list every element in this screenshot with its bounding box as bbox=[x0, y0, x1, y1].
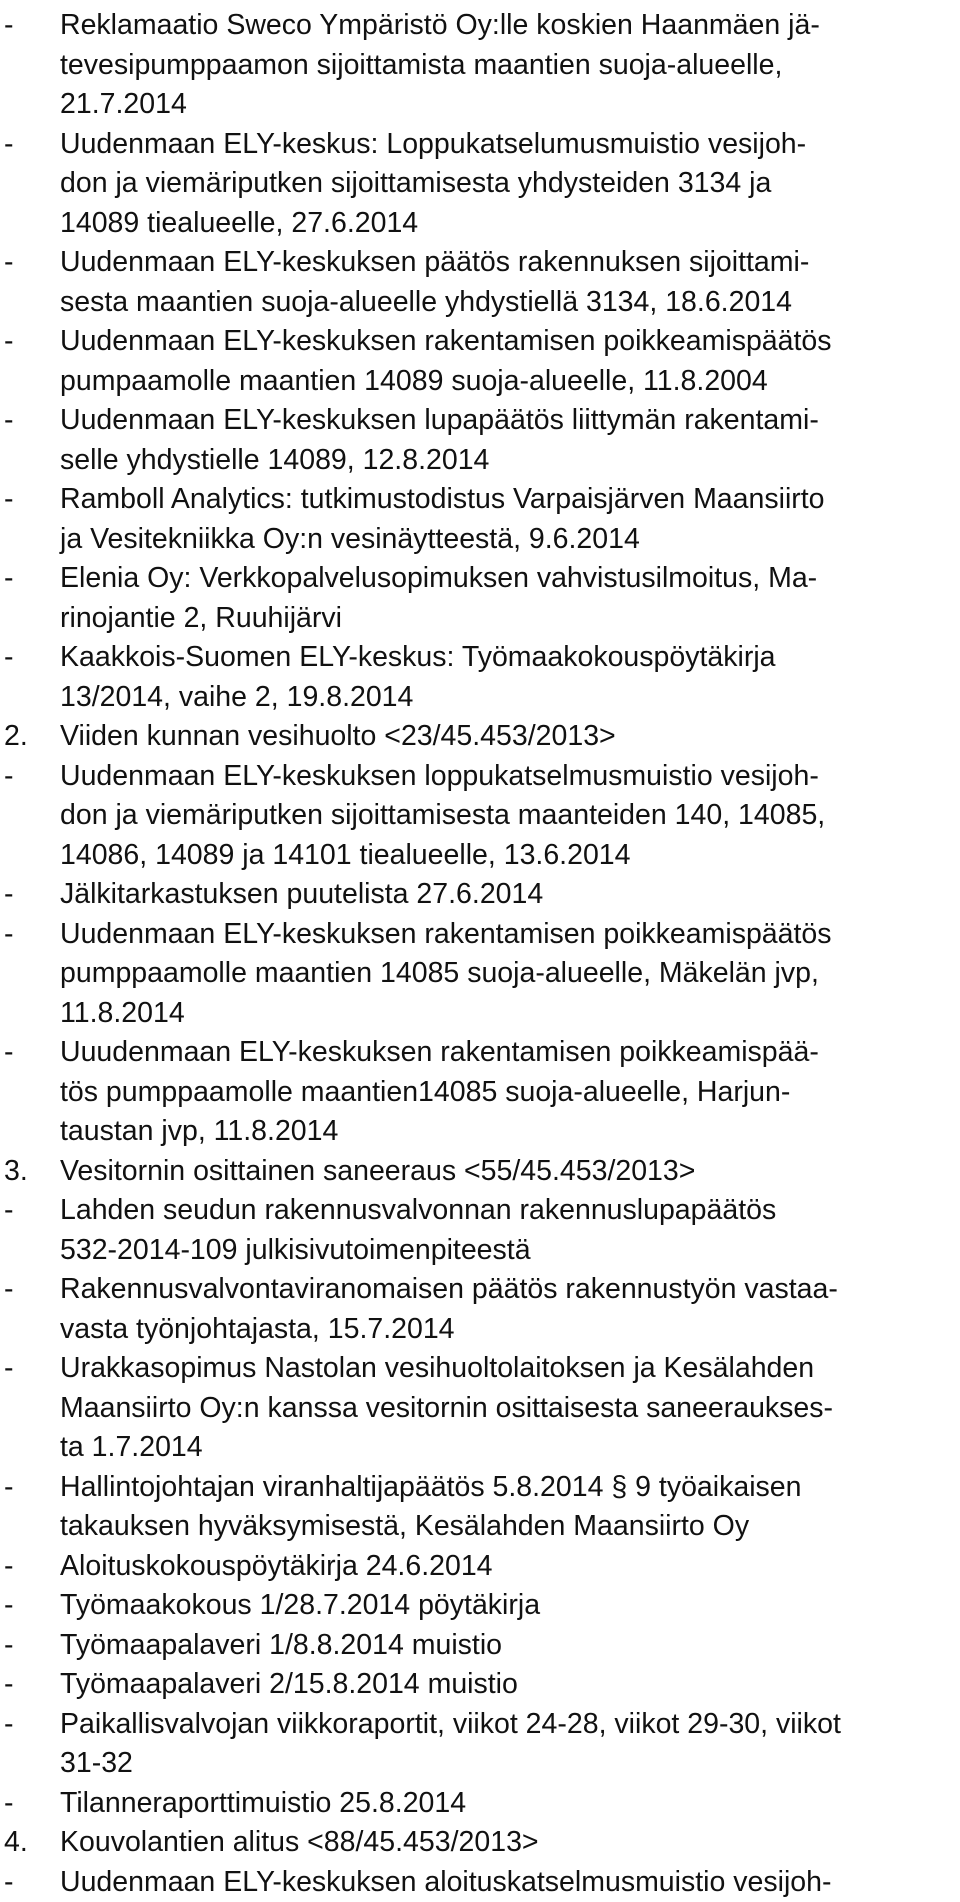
text-line: Uudenmaan ELY-keskuksen rakentamisen poikkeamispäätös bbox=[60, 322, 960, 362]
text-line: takauksen hyväksymisestä, Kesälahden Maansiirto Oy bbox=[60, 1507, 960, 1547]
text-line: Reklamaatio Sweco Ympäristö Oy:lle koskien Haanmäen jä- bbox=[60, 6, 960, 46]
bullet-dash: - bbox=[0, 915, 60, 1034]
item-text bbox=[60, 915, 960, 1034]
text-line: Kouvolantien alitus <88/45.453/2013> bbox=[60, 1823, 960, 1863]
item-text bbox=[60, 875, 960, 915]
item-text bbox=[60, 1863, 960, 1902]
text-line: tevesipumppaamon sijoittamista maantien suoja-alueelle, bbox=[60, 46, 960, 86]
text-line: Uudenmaan ELY-keskuksen lupapäätös liittymän rakentami- bbox=[60, 401, 960, 441]
item-text bbox=[60, 1626, 960, 1666]
item-text bbox=[60, 559, 960, 638]
list-item bbox=[0, 875, 960, 915]
list-item bbox=[0, 1586, 960, 1626]
list-item bbox=[0, 915, 960, 1034]
item-text bbox=[60, 480, 960, 559]
text-line: Ramboll Analytics: tutkimustodistus Varpaisjärven Maansiirto bbox=[60, 480, 960, 520]
list-item bbox=[0, 243, 960, 322]
item-text bbox=[60, 322, 960, 401]
bullet-dash: - bbox=[0, 875, 60, 915]
text-line: Paikallisvalvojan viikkoraportit, viikot 24-28, viikot 29-30, viikot bbox=[60, 1705, 960, 1745]
item-text bbox=[60, 1784, 960, 1824]
text-line: Jälkitarkastuksen puutelista 27.6.2014 bbox=[60, 875, 960, 915]
list-item bbox=[0, 1468, 960, 1547]
list-item bbox=[0, 559, 960, 638]
text-line: sesta maantien suoja-alueelle yhdystiellä 3134, 18.6.2014 bbox=[60, 283, 960, 323]
text-line: 532-2014-109 julkisivutoimenpiteestä bbox=[60, 1231, 960, 1271]
document-body bbox=[0, 6, 960, 1902]
item-text bbox=[60, 1191, 960, 1270]
bullet-dash: - bbox=[0, 480, 60, 559]
list-item bbox=[0, 757, 960, 876]
item-text bbox=[60, 1547, 960, 1587]
text-line: Vesitornin osittainen saneeraus <55/45.453/2013> bbox=[60, 1152, 960, 1192]
item-text bbox=[60, 1270, 960, 1349]
bullet-dash: - bbox=[0, 1665, 60, 1705]
text-line: Työmaapalaveri 1/8.8.2014 muistio bbox=[60, 1626, 960, 1666]
list-item bbox=[0, 1863, 960, 1902]
text-line: Rakennusvalvontaviranomaisen päätös rakennustyön vastaa- bbox=[60, 1270, 960, 1310]
list-item bbox=[0, 322, 960, 401]
section-number: 4. bbox=[0, 1823, 60, 1863]
list-item bbox=[0, 401, 960, 480]
text-line: Urakkasopimus Nastolan vesihuoltolaitoksen ja Kesälahden bbox=[60, 1349, 960, 1389]
bullet-dash: - bbox=[0, 638, 60, 717]
bullet-dash: - bbox=[0, 1705, 60, 1784]
bullet-dash: - bbox=[0, 1863, 60, 1902]
list-item bbox=[0, 1705, 960, 1784]
text-line: 14089 tiealueelle, 27.6.2014 bbox=[60, 204, 960, 244]
list-item bbox=[0, 1665, 960, 1705]
bullet-dash: - bbox=[0, 243, 60, 322]
list-item bbox=[0, 6, 960, 125]
list-item bbox=[0, 1626, 960, 1666]
item-text bbox=[60, 1665, 960, 1705]
text-line: Uudenmaan ELY-keskuksen päätös rakennuksen sijoittami- bbox=[60, 243, 960, 283]
text-line: Aloituskokouspöytäkirja 24.6.2014 bbox=[60, 1547, 960, 1587]
bullet-dash: - bbox=[0, 1626, 60, 1666]
item-text bbox=[60, 1823, 960, 1863]
text-line: pumppaamolle maantien 14085 suoja-alueelle, Mäkelän jvp, bbox=[60, 954, 960, 994]
text-line: Työmaapalaveri 2/15.8.2014 muistio bbox=[60, 1665, 960, 1705]
section-heading bbox=[0, 1823, 960, 1863]
bullet-dash: - bbox=[0, 757, 60, 876]
text-line: vasta työnjohtajasta, 15.7.2014 bbox=[60, 1310, 960, 1350]
text-line: Uudenmaan ELY-keskus: Loppukatselumusmuistio vesijoh- bbox=[60, 125, 960, 165]
text-line: Uuudenmaan ELY-keskuksen rakentamisen poikkeamispää- bbox=[60, 1033, 960, 1073]
text-line: 13/2014, vaihe 2, 19.8.2014 bbox=[60, 678, 960, 718]
bullet-dash: - bbox=[0, 1033, 60, 1152]
text-line: Hallintojohtajan viranhaltijapäätös 5.8.2014 § 9 työaikaisen bbox=[60, 1468, 960, 1508]
section-number: 3. bbox=[0, 1152, 60, 1192]
item-text bbox=[60, 6, 960, 125]
text-line: Viiden kunnan vesihuolto <23/45.453/2013> bbox=[60, 717, 960, 757]
text-line: taustan jvp, 11.8.2014 bbox=[60, 1112, 960, 1152]
list-item bbox=[0, 1270, 960, 1349]
section-heading bbox=[0, 717, 960, 757]
text-line: Uudenmaan ELY-keskuksen aloituskatselmusmuistio vesijoh- bbox=[60, 1863, 960, 1902]
text-line: rinojantie 2, Ruuhijärvi bbox=[60, 599, 960, 639]
bullet-dash: - bbox=[0, 322, 60, 401]
text-line: Uudenmaan ELY-keskuksen rakentamisen poikkeamispäätös bbox=[60, 915, 960, 955]
list-item bbox=[0, 1349, 960, 1468]
text-line: Lahden seudun rakennusvalvonnan rakennuslupapäätös bbox=[60, 1191, 960, 1231]
text-line: don ja viemäriputken sijoittamisesta yhdysteiden 3134 ja bbox=[60, 164, 960, 204]
bullet-dash: - bbox=[0, 1270, 60, 1349]
bullet-dash: - bbox=[0, 125, 60, 244]
text-line: Elenia Oy: Verkkopalvelusopimuksen vahvistusilmoitus, Ma- bbox=[60, 559, 960, 599]
text-line: Kaakkois-Suomen ELY-keskus: Työmaakokouspöytäkirja bbox=[60, 638, 960, 678]
bullet-dash: - bbox=[0, 401, 60, 480]
item-text bbox=[60, 1586, 960, 1626]
list-item bbox=[0, 1784, 960, 1824]
text-line: 11.8.2014 bbox=[60, 994, 960, 1034]
text-line: ta 1.7.2014 bbox=[60, 1428, 960, 1468]
bullet-dash: - bbox=[0, 1784, 60, 1824]
item-text bbox=[60, 1033, 960, 1152]
bullet-dash: - bbox=[0, 1468, 60, 1547]
item-text bbox=[60, 125, 960, 244]
list-item bbox=[0, 1547, 960, 1587]
bullet-dash: - bbox=[0, 559, 60, 638]
item-text bbox=[60, 1705, 960, 1784]
text-line: don ja viemäriputken sijoittamisesta maanteiden 140, 14085, bbox=[60, 796, 960, 836]
bullet-dash: - bbox=[0, 1586, 60, 1626]
item-text bbox=[60, 401, 960, 480]
item-text bbox=[60, 757, 960, 876]
item-text bbox=[60, 1468, 960, 1547]
text-line: Tilanneraporttimuistio 25.8.2014 bbox=[60, 1784, 960, 1824]
section-number: 2. bbox=[0, 717, 60, 757]
item-text bbox=[60, 1349, 960, 1468]
list-item bbox=[0, 1191, 960, 1270]
text-line: 21.7.2014 bbox=[60, 85, 960, 125]
bullet-dash: - bbox=[0, 6, 60, 125]
item-text bbox=[60, 638, 960, 717]
bullet-dash: - bbox=[0, 1191, 60, 1270]
item-text bbox=[60, 1152, 960, 1192]
list-item bbox=[0, 480, 960, 559]
list-item bbox=[0, 1033, 960, 1152]
text-line: Työmaakokous 1/28.7.2014 pöytäkirja bbox=[60, 1586, 960, 1626]
bullet-dash: - bbox=[0, 1547, 60, 1587]
text-line: Uudenmaan ELY-keskuksen loppukatselmusmuistio vesijoh- bbox=[60, 757, 960, 797]
item-text bbox=[60, 717, 960, 757]
text-line: 31-32 bbox=[60, 1744, 960, 1784]
item-text bbox=[60, 243, 960, 322]
bullet-dash: - bbox=[0, 1349, 60, 1468]
list-item bbox=[0, 638, 960, 717]
list-item bbox=[0, 125, 960, 244]
text-line: tös pumppaamolle maantien14085 suoja-alueelle, Harjun- bbox=[60, 1073, 960, 1113]
text-line: pumpaamolle maantien 14089 suoja-alueelle, 11.8.2004 bbox=[60, 362, 960, 402]
text-line: selle yhdystielle 14089, 12.8.2014 bbox=[60, 441, 960, 481]
text-line: ja Vesitekniikka Oy:n vesinäytteestä, 9.6.2014 bbox=[60, 520, 960, 560]
text-line: Maansiirto Oy:n kanssa vesitornin osittaisesta saneeraukses- bbox=[60, 1389, 960, 1429]
text-line: 14086, 14089 ja 14101 tiealueelle, 13.6.2014 bbox=[60, 836, 960, 876]
section-heading bbox=[0, 1152, 960, 1192]
